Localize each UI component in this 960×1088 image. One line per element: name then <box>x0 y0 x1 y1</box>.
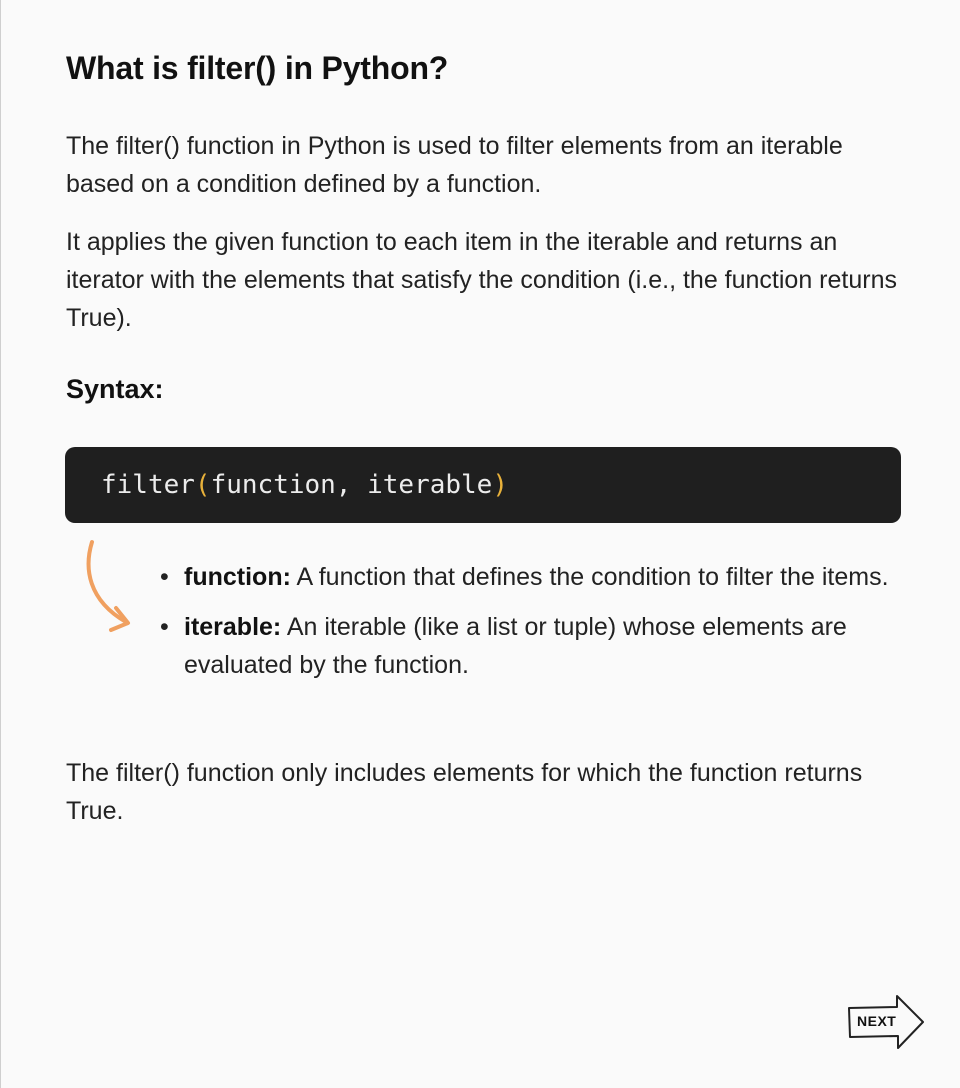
code-func-name: filter <box>101 470 195 500</box>
code-block <box>65 447 901 523</box>
page-title: What is filter() in Python? <box>66 50 449 86</box>
parameter-list <box>160 558 920 696</box>
intro-paragraph-1: The filter() function in Python is used to filter elements from an iterable based on a condition defined by a function. <box>66 132 843 198</box>
next-label: NEXT <box>857 1013 897 1029</box>
code-close-paren: ) <box>492 470 508 500</box>
closing-paragraph: The filter() function only includes elements for which the function returns True. <box>66 759 863 825</box>
code-args: function, iterable <box>210 470 493 500</box>
page-edge <box>0 0 1 1088</box>
code-open-paren: ( <box>194 470 211 500</box>
param-description: An iterable (like a list or tuple) whose elements are evaluated by the function. <box>184 613 847 679</box>
intro-paragraph-2: It applies the given function to each item in the iterable and returns an iterator with the elements that satisfy the condition (i.e., the function returns True). <box>66 228 897 332</box>
curved-arrow-icon <box>78 538 148 638</box>
syntax-heading: Syntax: <box>66 374 164 404</box>
param-description: A function that defines the condition to filter the items. <box>296 563 889 591</box>
next-button[interactable] <box>847 994 927 1057</box>
param-name: function: <box>184 563 291 591</box>
bullet-dot: • <box>160 563 169 591</box>
bullet-dot: • <box>160 613 169 641</box>
param-name: iterable: <box>184 613 282 641</box>
list-item <box>160 558 920 596</box>
list-item <box>160 608 920 684</box>
